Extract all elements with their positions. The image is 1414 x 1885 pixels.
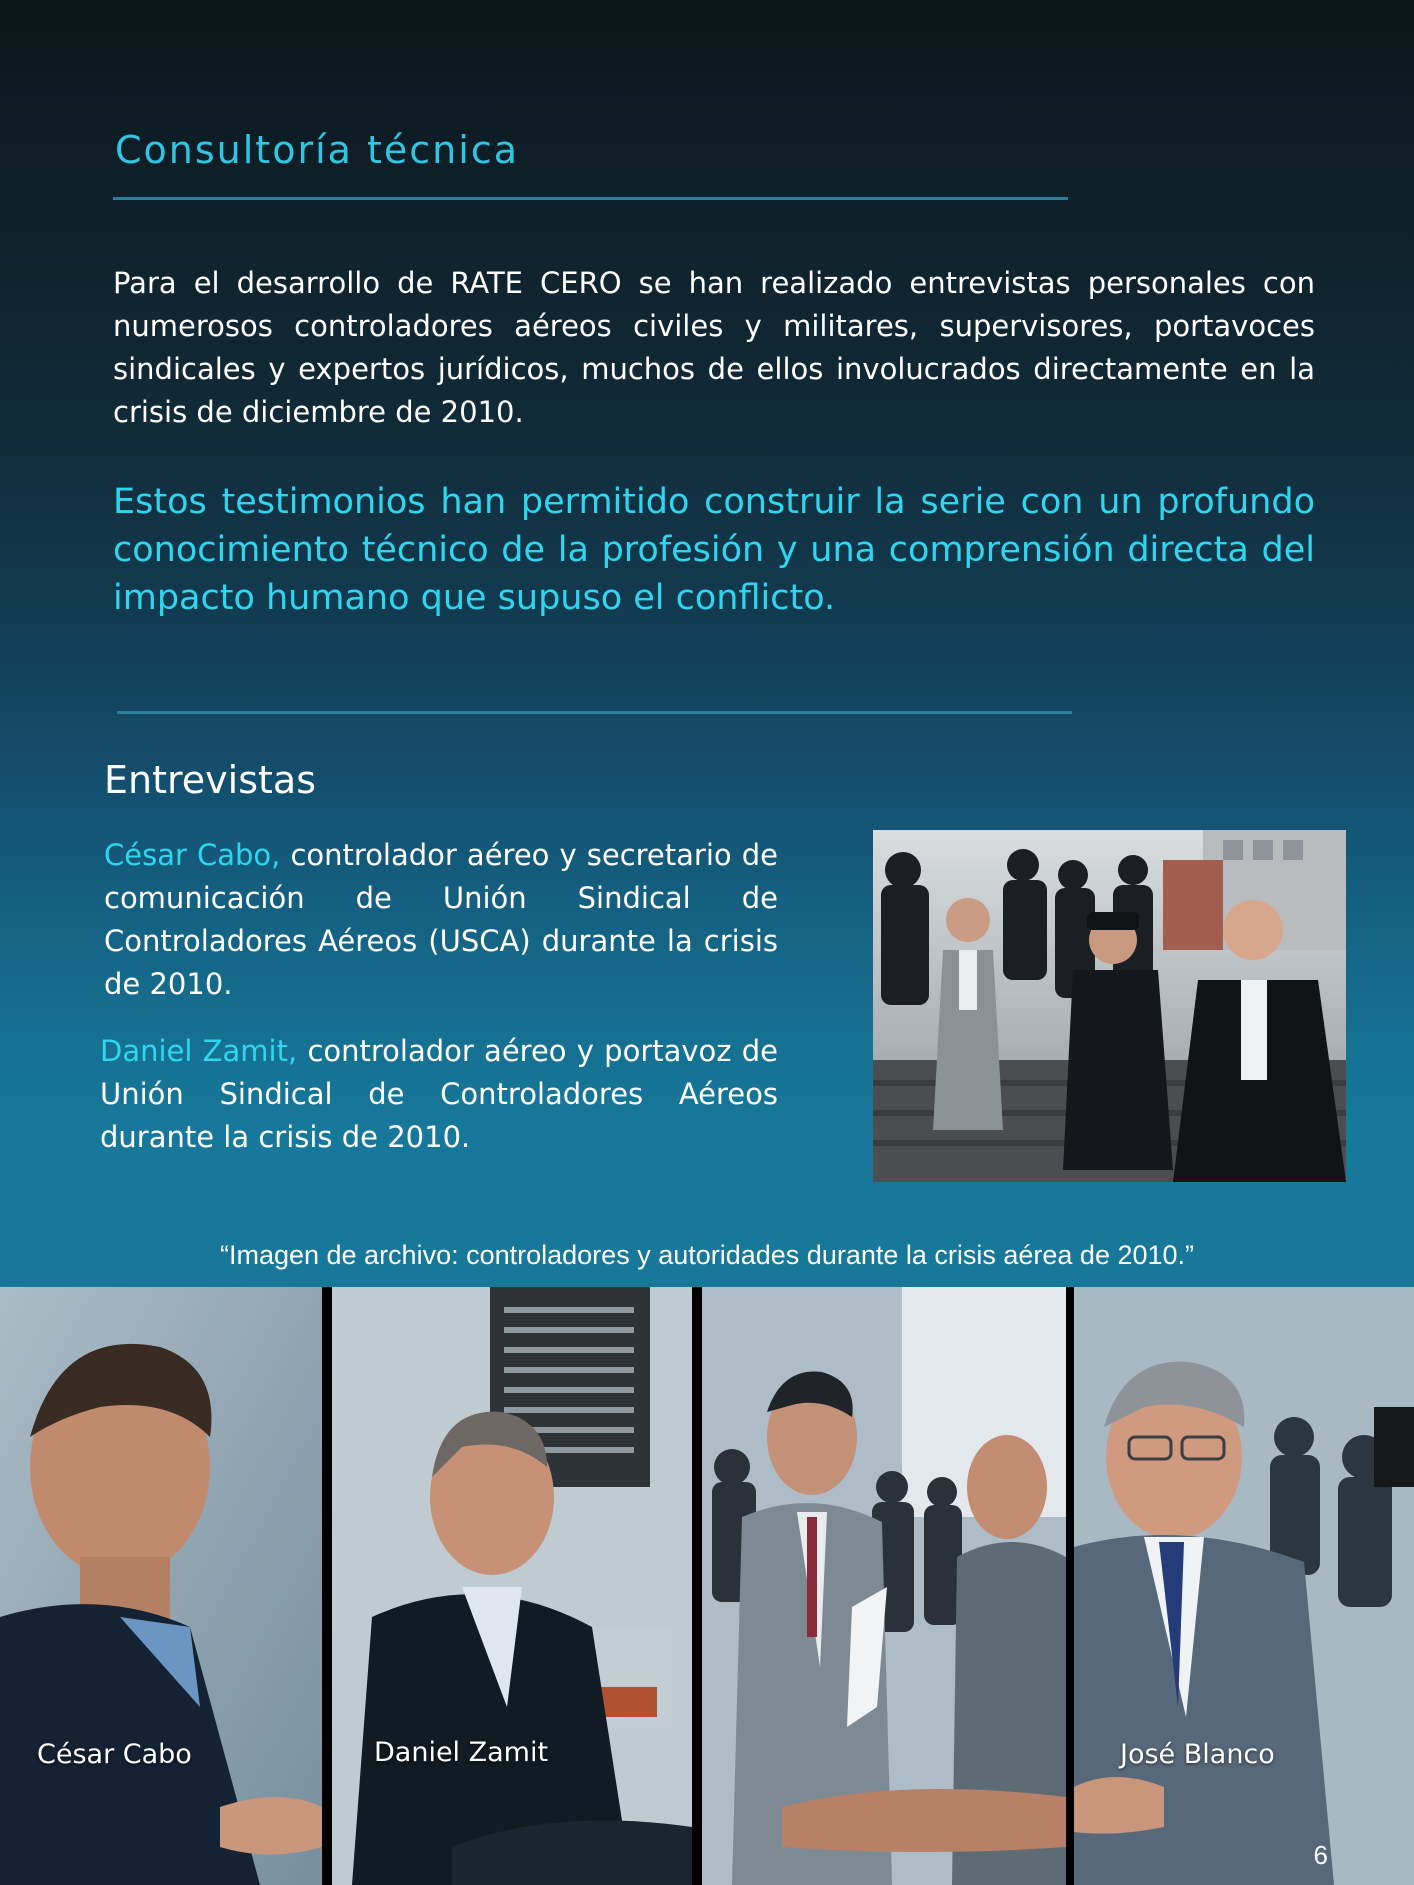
interviews-heading: Entrevistas	[104, 758, 316, 802]
photo-panel-group	[702, 1287, 1066, 1885]
archive-photo-illustration	[873, 830, 1346, 1182]
strip-label-daniel-zamit: Daniel Zamit	[374, 1737, 549, 1768]
photo-caption: “Imagen de archivo: controladores y autoridades durante la crisis aérea de 2010.”	[219, 1240, 1195, 1270]
interviewee-description: controlador aéreo y secretario de comunicación de Unión Sindical de Controladores Aéreos (USCA) durante la crisis de 2010.	[104, 838, 778, 1001]
highlight-paragraph: Estos testimonios han permitido construir la serie con un profundo conocimiento técnico de la profesión y una comprensión directa del impacto humano que supuso el conflicto.	[113, 482, 1315, 618]
group-illustration	[702, 1287, 1066, 1885]
photo-panel-jose-blanco	[1074, 1287, 1414, 1885]
portrait-illustration	[1074, 1287, 1414, 1885]
photo-panel-daniel-zamit	[332, 1287, 692, 1885]
strip-label-jose-blanco: José Blanco	[1120, 1739, 1275, 1770]
interview-bio-cesar-cabo	[104, 834, 778, 1006]
portrait-illustration	[332, 1287, 692, 1885]
photo-strip	[0, 1287, 1414, 1885]
interviewee-name: Daniel Zamit,	[100, 1034, 298, 1068]
portrait-illustration	[0, 1287, 322, 1885]
section-divider	[117, 711, 1072, 714]
title-divider	[113, 197, 1068, 200]
section-title: Consultoría técnica	[115, 128, 519, 172]
page-number: 6	[1313, 1840, 1328, 1870]
strip-label-cesar-cabo: César Cabo	[37, 1739, 192, 1770]
interview-bio-daniel-zamit	[100, 1030, 778, 1159]
intro-paragraph: Para el desarrollo de RATE CERO se han realizado entrevistas personales con numerosos controladores aéreos civiles y militares, supervisores, portavoces sindicales y expertos jurídicos, muchos de ellos involucrados directamente en la crisis de diciembre de 2010.	[113, 266, 1315, 429]
interviewee-name: César Cabo,	[104, 838, 281, 872]
interviewee-description: controlador aéreo y portavoz de Unión Sindical de Controladores Aéreos durante la crisis de 2010.	[100, 1034, 778, 1154]
archive-photo	[873, 830, 1346, 1182]
photo-panel-cesar-cabo	[0, 1287, 322, 1885]
